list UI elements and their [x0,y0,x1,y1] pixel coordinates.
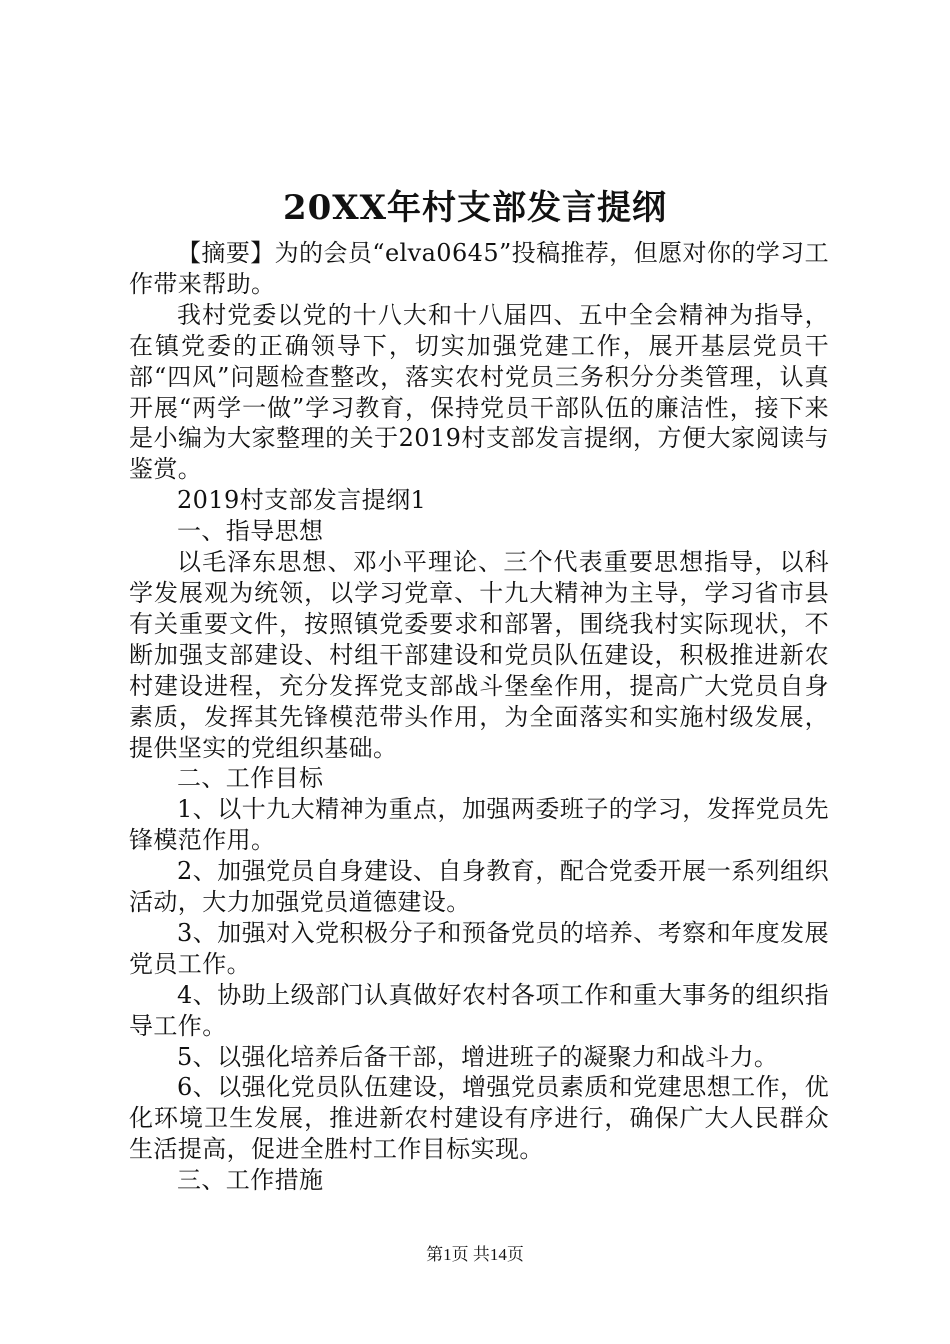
list-item: 1、以十九大精神为重点，加强两委班子的学习，发挥党员先锋模范作用。 [129,795,829,855]
list-item: 5、以强化培养后备干部，增进班子的凝聚力和战斗力。 [177,1042,779,1071]
list-item: 2、加强党员自身建设、自身教育，配合党委开展一系列组织活动，大力加强党员道德建设。 [129,857,829,917]
subsection-heading: 二、工作目标 [177,764,324,793]
list-item: 3、加强对入党积极分子和预备党员的培养、考察和年度发展党员工作。 [129,918,829,978]
page-footer: 第1页 共14页 [426,1245,524,1264]
section-heading: 2019村支部发言提纲1 [177,486,427,515]
abstract-paragraph: 【摘要】为的会员“elva0645”投稿推荐，但愿对你的学习工作带来帮助。 [129,239,829,298]
subsection-heading: 一、指导思想 [177,517,324,546]
intro-paragraph: 我村党委以党的十八大和十八届四、五中全会精神为指导，在镇党委的正确领导下，切实加强党建工作，展开基层党员干部“四风”问题检查整改，落实农村党员三务积分分类管理，认真开展“两学一做”学习教育，保持党员干部队伍的廉洁性，接下来是小编为大家整理的关于2019村支部发言提纲，方便大家阅读与鉴赏。 [129,300,829,484]
list-item: 4、协助上级部门认真做好农村各项工作和重大事务的组织指导工作。 [129,980,829,1040]
list-item: 6、以强化党员队伍建设，增强党员素质和党建思想工作，优化环境卫生发展，推进新农村建设有序进行，确保广大人民群众生活提高，促进全胜村工作目标实现。 [129,1073,829,1164]
document-title: 20XX年村支部发言提纲 [282,188,668,228]
document-body [129,238,829,1196]
subsection-heading: 三、工作措施 [177,1166,324,1195]
body-paragraph: 以毛泽东思想、邓小平理论、三个代表重要思想指导，以科学发展观为统领，以学习党章、十九大精神为主导，学习省市县有关重要文件，按照镇党委要求和部署，围绕我村实际现状，不断加强支部建设、村组干部建设和党员队伍建设，积极推进新农村建设进程，充分发挥党支部战斗堡垒作用，提高广大党员自身素质，发挥其先锋模范带头作用，为全面落实和实施村级发展，提供坚实的党组织基础。 [129,548,829,762]
